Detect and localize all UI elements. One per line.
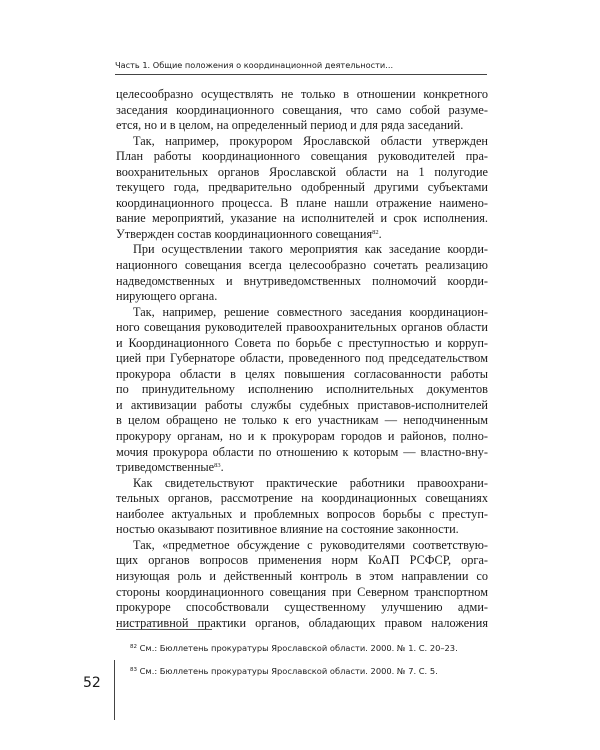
text-line: в целом обращено не только к его участникам — неподчиненным — [116, 413, 488, 428]
page-number: 52 — [83, 675, 101, 691]
paragraph — [116, 242, 488, 304]
text-line: прокурору органам, но и к прокурорам городов и районов, полно- — [116, 429, 488, 444]
footnote-text: См.: Бюллетень прокуратуры Ярославской области. 2000. № 1. С. 20–23. — [139, 643, 458, 653]
text-line: прокуроре способствовали существенному улучшению адми- — [116, 600, 488, 615]
text-line: координационного процесса. В плане нашли отражение наимено- — [116, 195, 488, 210]
text-line: ного совещания руководителей правоохранительных органов области — [116, 320, 488, 335]
text-line: заседания координационного совещания, что само собой разуме- — [116, 102, 488, 117]
text-line: ностью оказывают позитивное влияние на состояние законности. — [116, 522, 459, 537]
text-line: Так, например, прокурором Ярославской области утвержден — [133, 133, 488, 148]
text-line: целесообразно осуществлять не только в отношении конкретного — [116, 87, 488, 101]
text-line: цией при Губернаторе области, проведенного под председательством — [116, 351, 488, 366]
text-line: Как свидетельствуют практические работники правоохрани- — [133, 475, 488, 490]
text-line: Так, «предметное обсуждение с руководителями соответствую- — [133, 537, 488, 552]
text-line: Так, например, решение совместного заседания координацион- — [133, 304, 488, 319]
text-fragment: Утвержден состав координационного совещания — [116, 226, 373, 241]
text-line: наиболее актуальных и проблемных вопросов борьбы с преступ- — [116, 506, 488, 521]
text-line: стороны координационного совещания при Северном транспортном — [116, 584, 488, 599]
text-line: национного совещания всегда целесообразно сочетать реализацию — [116, 258, 488, 273]
text-line: тельных органов, рассмотрение на координационных совещаниях — [116, 491, 488, 506]
text-line: вание мероприятий, указание на исполнителей и срок исполнения. — [116, 211, 488, 226]
text-line: При осуществлении такого мероприятия как заседание коорди- — [133, 242, 488, 257]
paragraph — [116, 87, 488, 134]
text-line: триведомственные$^{83}$. — [116, 460, 224, 475]
text-line: текущего года, предварительно одобренный другими субъектами — [116, 180, 488, 195]
footnote-ref-82[interactable]: 82 — [372, 228, 379, 236]
text-line: нирующего органа. — [116, 289, 218, 304]
page-number-rule — [114, 660, 115, 720]
text-line: воохранительных органов Ярославской области на 1 полугодие — [116, 164, 488, 179]
paragraph — [116, 305, 488, 476]
footnote-83 — [130, 660, 458, 683]
text-line: низующая роль и действенный контроль в этом направлении со — [116, 568, 488, 583]
footnote-82 — [130, 637, 458, 660]
text-line: нистративной практики органов, обладающих правом наложения — [116, 615, 488, 630]
text-line: мочия прокурора области по отношению к которым — властно-вну- — [116, 444, 488, 459]
footnote-ref-83[interactable]: 83 — [214, 462, 221, 470]
text-line: План работы координационного совещания руководителей пра- — [116, 149, 488, 164]
footnote-number: 82 — [130, 644, 137, 650]
text-line: надведомственных и внутриведомственных полномочий коорди- — [116, 273, 488, 288]
main-text — [116, 87, 488, 631]
footnote-rule — [116, 629, 212, 630]
text-line: щих органов вопросов применения норм КоАП РСФСР, орга- — [116, 553, 488, 568]
running-header: Часть 1. Общие положения о координационной деятельности... — [115, 60, 394, 70]
text-fragment: триведомственные — [116, 460, 215, 475]
footnotes — [130, 637, 458, 683]
text-line: Утвержден состав координационного совещания$^{82}$. — [116, 226, 382, 241]
paragraph — [116, 134, 488, 243]
text-line: и активизации работы службы судебных приставов-исполнителей — [116, 397, 488, 412]
paragraph — [116, 476, 488, 538]
paragraph — [116, 538, 488, 631]
text-line: по принудительному исполнению исполнительных документов — [116, 382, 488, 397]
footnote-number: 83 — [130, 667, 137, 673]
text-line: и Координационного Совета по борьбе с преступностью и корруп- — [116, 335, 488, 350]
text-line: прокурора области в целях повышения согласованности работы — [116, 366, 488, 381]
footnote-text: См.: Бюллетень прокуратуры Ярославской области. 2000. № 7. С. 5. — [139, 666, 438, 676]
header-rule — [115, 74, 487, 75]
text-line: ется, но и в целом, на определенный период и для ряда заседаний. — [116, 118, 464, 133]
